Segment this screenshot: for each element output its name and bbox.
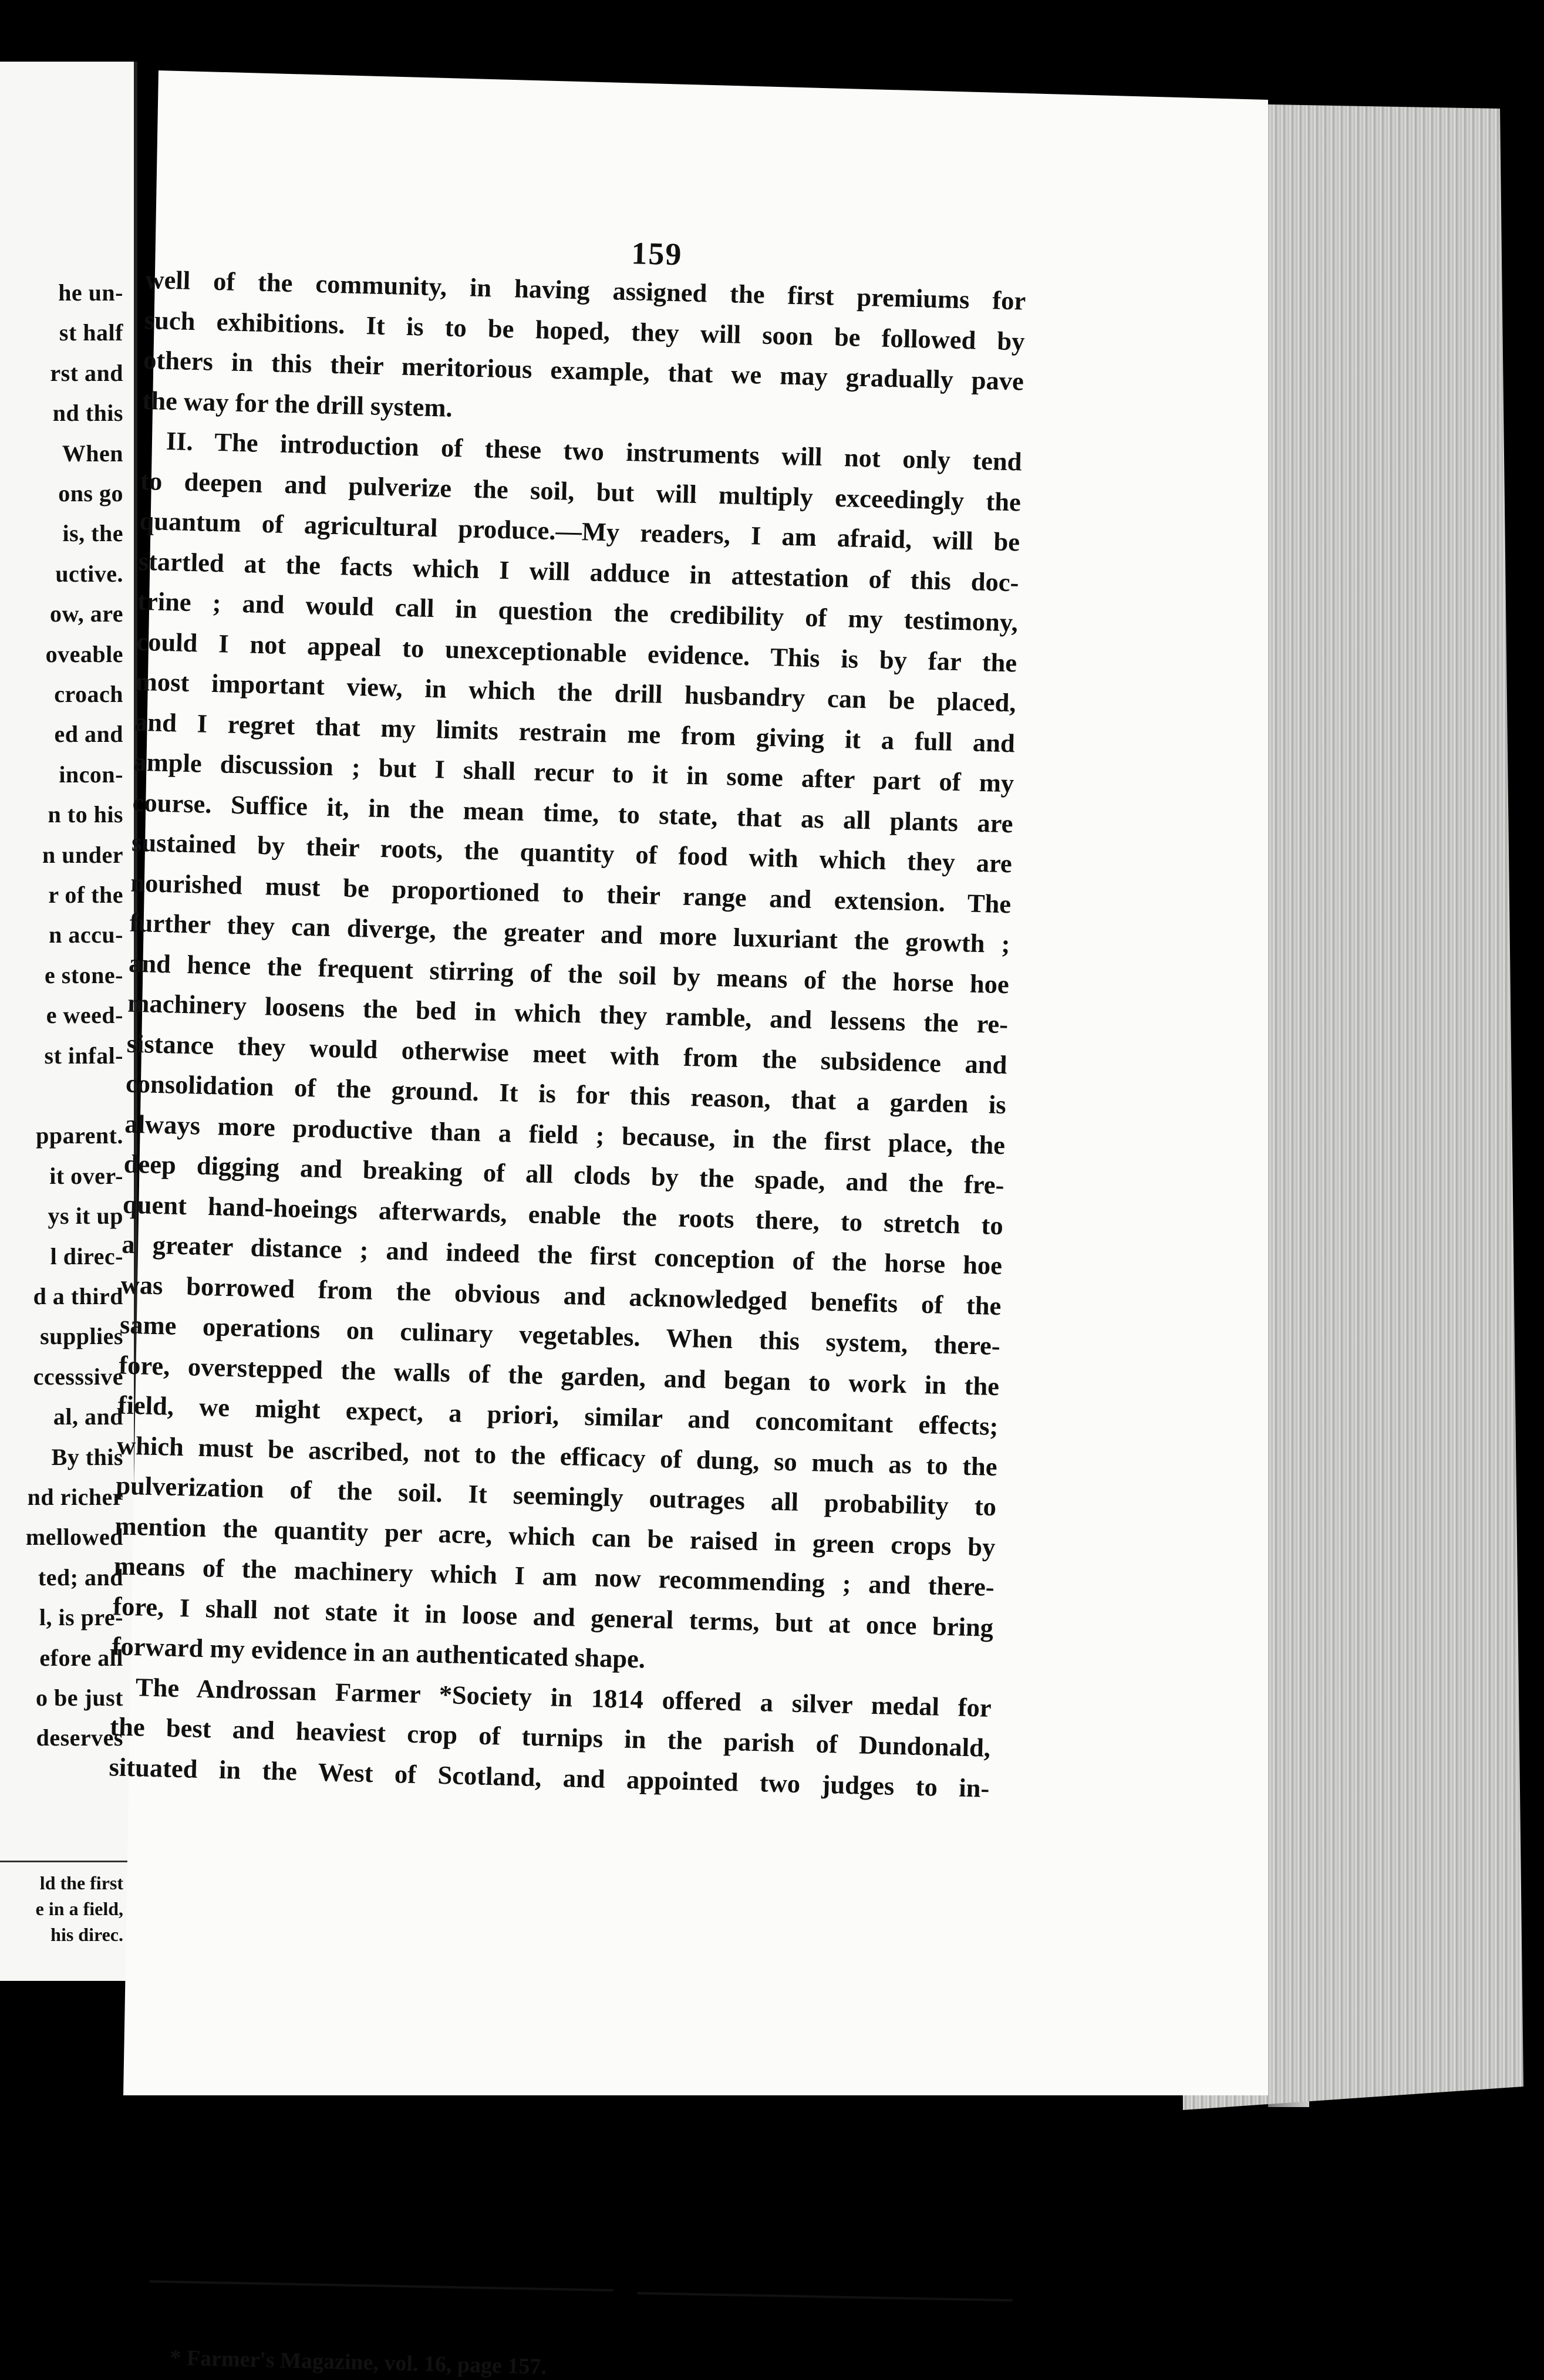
- facing-page-line: he un-: [58, 279, 123, 306]
- facing-page-line: ted; and: [38, 1564, 123, 1591]
- page-number: 159: [631, 235, 683, 272]
- text-line: course. Suffice it, in the mean time, to state, that as all plants are: [132, 787, 1014, 838]
- text-line: a greater distance ; and indeed the first conception of the horse hoe: [121, 1229, 1003, 1281]
- text-line: forward my evidence in an authenticated shape.: [112, 1631, 646, 1674]
- text-line: trine ; and would call in question the credibility of my testimony,: [137, 586, 1019, 637]
- text-line: quantum of agricultural produce.—My readers, I am afraid, will be: [139, 505, 1020, 557]
- facing-page-footnote-line: e in a field,: [35, 1898, 123, 1919]
- text-line: others in this their meritorious example, that we may gradually pave: [143, 345, 1024, 396]
- facing-page-line: incon-: [59, 761, 123, 788]
- facing-page-line: n under: [42, 841, 123, 868]
- footnote: * Farmer's Magazine, vol. 16, page 157.: [169, 2345, 547, 2379]
- facing-page-line: efore all: [39, 1644, 123, 1671]
- text-line: was borrowed from the obvious and acknowledged benefits of the: [120, 1269, 1002, 1321]
- facing-page-line: ow, are: [50, 600, 123, 627]
- footnote-rule: [150, 2280, 613, 2291]
- text-line: sustained by their roots, the quantity of food with which they are: [131, 827, 1013, 879]
- text-line: and hence the frequent stirring of the soil by means of the horse hoe: [128, 948, 1010, 999]
- facing-page-line: pparent.: [36, 1122, 123, 1149]
- facing-page-line: rst and: [50, 359, 123, 386]
- footnote-rule-right: [637, 2292, 1013, 2301]
- facing-page-line: ccesssive: [33, 1363, 123, 1390]
- text-line: nourished must be proportioned to their range and extension. The: [130, 867, 1012, 919]
- text-line: mention the quantity per acre, which can be raised in green crops by: [114, 1510, 996, 1562]
- facing-page-line: ed and: [54, 721, 123, 748]
- text-line: The Androssan Farmer *Society in 1814 offered a silver medal for: [135, 1672, 992, 1723]
- facing-page-line: l, is pre-: [39, 1604, 123, 1631]
- facing-page-line: deserves: [36, 1724, 123, 1751]
- text-line: to deepen and pulverize the soil, but will multiply exceedingly the: [140, 465, 1022, 517]
- facing-page-line: st infal-: [44, 1042, 123, 1069]
- text-line: and I regret that my limits restrain me from giving it a full and: [134, 707, 1016, 758]
- text-line: could I not appeal to unexceptionable evidence. This is by far the: [136, 626, 1017, 677]
- text-line: means of the machinery which I am now recommending ; and there-: [113, 1551, 995, 1602]
- facing-page-line: st half: [59, 319, 123, 346]
- facing-page-line: n to his: [48, 801, 123, 828]
- facing-page-line: l direc-: [50, 1243, 123, 1270]
- text-line: machinery loosens the bed in which they ramble, and lessens the re-: [127, 988, 1009, 1039]
- text-line: ample discussion ; but I shall recur to it in some after part of my: [133, 747, 1014, 798]
- text-line: the best and heaviest crop of turnips in the parish of Dundonald,: [109, 1711, 991, 1763]
- text-line: well of the community, in having assigned the first premiums for: [145, 264, 1026, 316]
- facing-page-line: is, the: [62, 520, 123, 547]
- facing-page-line: ons go: [58, 480, 123, 507]
- facing-page-line: n accu-: [49, 921, 123, 948]
- facing-page-footnote-line: his direc.: [50, 1924, 123, 1945]
- text-line: pulverization of the soil. It seemingly outrages all probability to: [115, 1470, 997, 1521]
- text-line: fore, I shall not state it in loose and general terms, but at once bring: [112, 1591, 994, 1642]
- facing-page-line: it over-: [49, 1162, 123, 1189]
- text-line: which must be ascribed, not to the efficacy of dung, so much as to the: [116, 1430, 998, 1481]
- text-line: situated in the West of Scotland, and appointed two judges to in-: [109, 1751, 990, 1803]
- facing-page-line: nd richer: [27, 1484, 123, 1510]
- facing-page-line: oveable: [45, 640, 123, 667]
- text-line: same operations on culinary vegetables. When this system, there-: [119, 1309, 1001, 1361]
- facing-page-line: al, and: [53, 1403, 123, 1430]
- text-line: quent hand-hoeings afterwards, enable the roots there, to stretch to: [122, 1189, 1004, 1240]
- facing-page-line: nd this: [52, 400, 123, 427]
- text-line: deep digging and breaking of all clods by the spade, and the fre-: [123, 1149, 1004, 1200]
- text-line: startled at the facts which I will adduce in attestation of this doc-: [138, 546, 1020, 597]
- text-line: further they can diverge, the greater and more luxuriant the growth ;: [129, 907, 1011, 959]
- text-line: most important view, in which the drill husbandry can be placed,: [135, 666, 1017, 718]
- facing-page-line: ys it up: [48, 1203, 123, 1230]
- text-line: fore, overstepped the walls of the garden, and began to work in the: [118, 1349, 1000, 1401]
- text-line: II. The introduction of these two instruments will not only tend: [166, 426, 1023, 477]
- facing-page-line: supplies: [40, 1323, 123, 1350]
- text-line: the way for the drill system.: [142, 385, 453, 423]
- facing-page-line: uctive.: [55, 560, 123, 587]
- facing-page-line: mellowed: [25, 1524, 123, 1551]
- text-line: always more productive than a field ; because, in the first place, the: [124, 1109, 1006, 1160]
- facing-page-line: r of the: [48, 882, 123, 908]
- text-line: such exhibitions. It is to be hoped, they will soon be followed by: [144, 305, 1026, 356]
- text-line: consolidation of the ground. It is for this reason, that a garden is: [125, 1068, 1007, 1120]
- facing-page-line: e weed-: [46, 1002, 123, 1029]
- facing-page-line: o be just: [36, 1684, 123, 1711]
- facing-page-line: By this: [51, 1443, 123, 1470]
- facing-page-line: croach: [54, 681, 123, 707]
- facing-page-line: e stone-: [45, 961, 123, 988]
- text-line: sistance they would otherwise meet with from the subsidence and: [126, 1028, 1008, 1079]
- facing-page-footnote-line: ld the first: [39, 1872, 123, 1893]
- text-line: field, we might expect, a priori, similar and concomitant effects;: [117, 1390, 999, 1441]
- facing-page-line: When: [62, 440, 123, 467]
- facing-page-line: d a third: [33, 1283, 123, 1309]
